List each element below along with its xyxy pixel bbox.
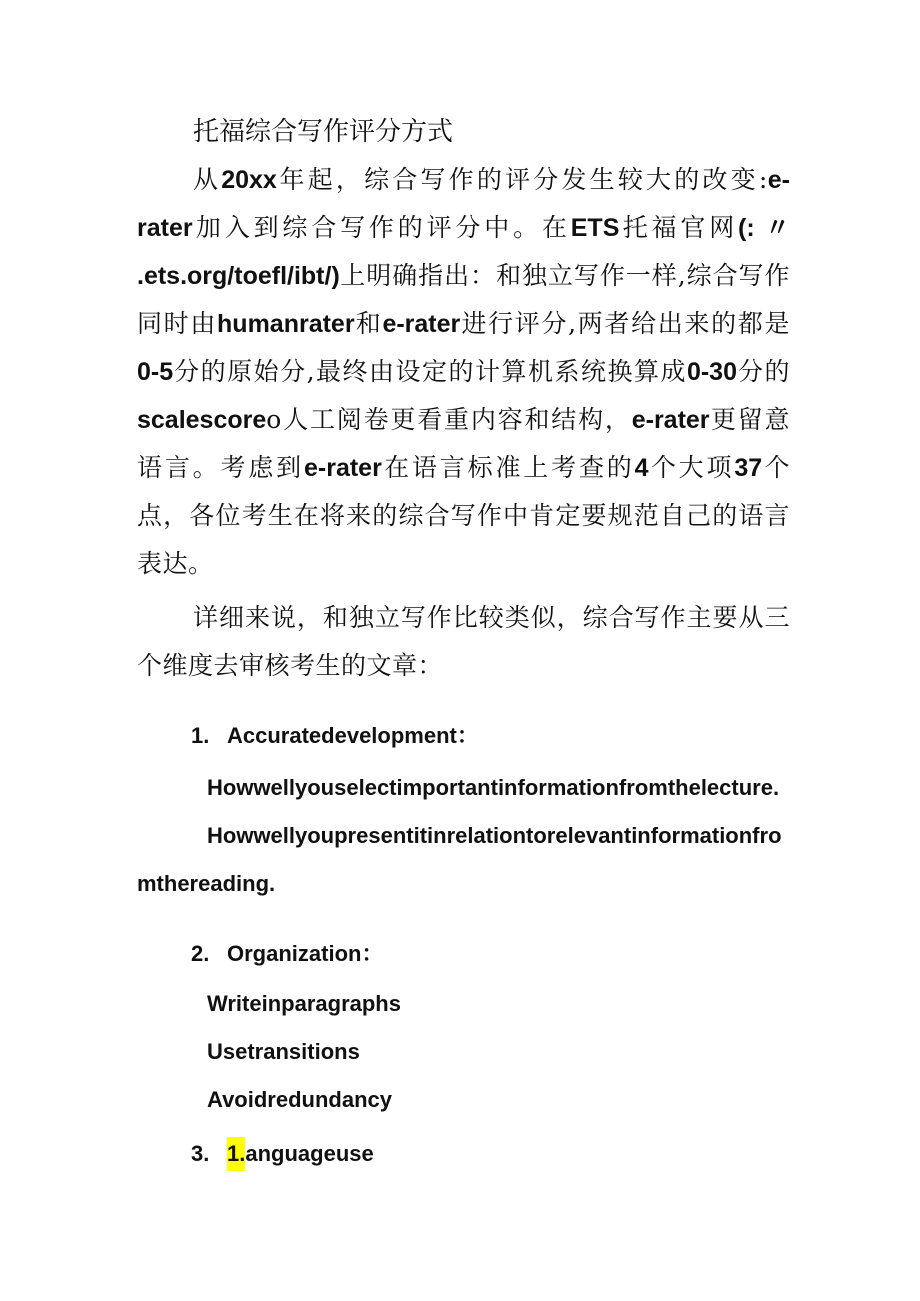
intro-text: 进行评分,两者给出来的都是 (460, 309, 790, 338)
intro-bold-term: e-rater (303, 454, 382, 482)
intro-text: o人工阅卷更看重内容和结构， (266, 405, 632, 434)
criteria-sub-item: Avoidredundancy (207, 1087, 392, 1112)
intro-text: 更留意语言。考虑到 (137, 405, 790, 482)
criteria-heading-2 (191, 934, 790, 974)
highlighted-text: 1. (227, 1137, 245, 1171)
intro-text: 分的原始分,最终由设定的计算机系统换算成 (173, 357, 687, 386)
intro-bold-number: 0-30 (686, 358, 737, 386)
criteria-list (137, 716, 790, 1174)
intro-bold-url: (: 〃 .ets.org/toefl/ibt/) (137, 214, 790, 290)
intro-bold-term: ETS (570, 214, 620, 242)
intro-bold-term: humanrater (217, 310, 355, 338)
intro-text: 托福官网 (619, 213, 739, 242)
intro-text: 上明确指出：和独立写作一样,综合写作同时由 (137, 261, 790, 338)
criteria-detail: Howwellyoupresentitinrelationtorelevantinformationfromthereading. (137, 823, 782, 896)
criteria-label: anguageuse (245, 1141, 374, 1166)
intro-text: 从 (193, 165, 222, 194)
intro-bold-term: scalescore (137, 406, 267, 434)
intro-bold-term: e-rater (631, 406, 710, 434)
dimensions-paragraph: 详细来说，和独立写作比较类似，综合写作主要从三个维度去审核考生的文章： (137, 603, 790, 680)
criteria-sub-item: Usetransitions (207, 1039, 360, 1064)
list-number: 3. (191, 1141, 210, 1166)
intro-paragraph (137, 156, 790, 588)
criteria-heading-1 (191, 716, 790, 756)
intro-bold-number: 0-5 (137, 358, 174, 386)
intro-bold-term: e-rater (382, 310, 461, 338)
criteria-detail: Howwellyouselectimportantinformationfromthelecture. (207, 775, 780, 800)
list-number: 2. (191, 941, 210, 966)
intro-text: 个大项 (648, 453, 735, 482)
intro-text: 在语言标准上考查的 (381, 453, 635, 482)
criteria-label: Accuratedevelopment： (227, 723, 479, 748)
criteria-label: Organization： (227, 941, 384, 966)
document-title: 托福综合写作评分方式 (193, 117, 454, 147)
intro-text: 加入到综合写作的评分中。在 (192, 213, 571, 242)
intro-bold-year: 20xx (221, 166, 277, 194)
intro-bold-number: 4 (634, 454, 649, 482)
criteria-heading-3 (191, 1134, 790, 1174)
intro-bold-term: e-rater (137, 166, 790, 242)
list-number: 1. (191, 723, 210, 748)
intro-text: 年起，综合写作的评分发生较大的改变: (276, 165, 768, 194)
criteria-sub-item: Writeinparagraphs (207, 991, 401, 1016)
intro-text: 和 (354, 309, 383, 338)
intro-text: 分的 (737, 357, 790, 386)
intro-text: 个点，各位考生在将来的综合写作中肯定要规范自己的语言表达。 (137, 453, 790, 578)
intro-bold-number: 37 (734, 454, 763, 482)
